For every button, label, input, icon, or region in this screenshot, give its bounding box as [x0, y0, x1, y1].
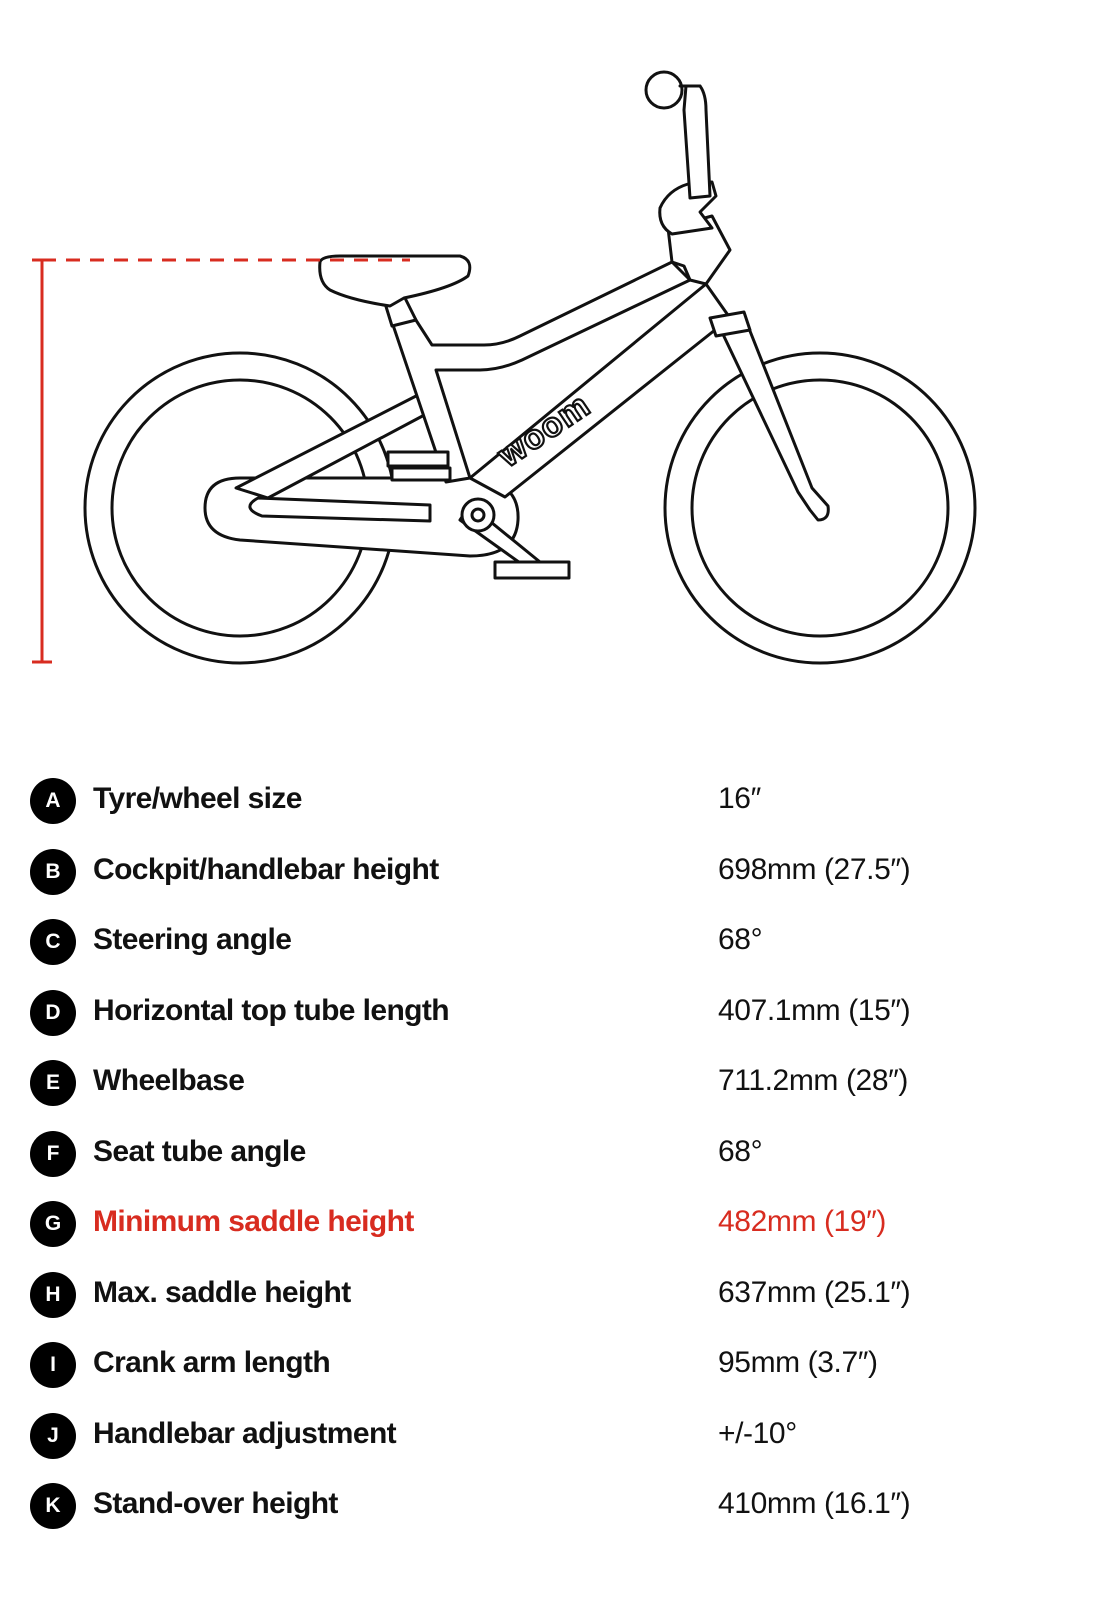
spec-value: 698mm (27.5″)	[718, 853, 911, 886]
spec-letter-badge: A	[30, 778, 76, 824]
spec-value: 68°	[718, 923, 763, 956]
spec-value: 16″	[718, 782, 761, 815]
spec-letter-badge: D	[30, 990, 76, 1036]
spec-label: Steering angle	[93, 923, 292, 956]
bike-geometry-diagram	[0, 0, 1100, 700]
spec-letter-badge: I	[30, 1342, 76, 1388]
spec-row-e	[0, 1060, 1100, 1110]
spec-row-c	[0, 919, 1100, 969]
spec-label: Stand-over height	[93, 1487, 338, 1520]
spec-label: Seat tube angle	[93, 1135, 306, 1168]
spec-label: Handlebar adjustment	[93, 1417, 397, 1450]
spec-value: 410mm (16.1″)	[718, 1487, 911, 1520]
spec-letter-badge: J	[30, 1413, 76, 1459]
bb-bar-1	[388, 452, 448, 466]
spec-label: Tyre/wheel size	[93, 782, 302, 815]
spec-row-b	[0, 849, 1100, 899]
spec-letter-badge: C	[30, 919, 76, 965]
bottom-bracket-bolt	[472, 509, 484, 521]
fork-crown	[710, 312, 750, 336]
spec-label: Max. saddle height	[93, 1276, 351, 1309]
spec-value: 482mm (19″)	[718, 1205, 886, 1238]
spec-row-j	[0, 1413, 1100, 1463]
spec-label: Horizontal top tube length	[93, 994, 450, 1027]
spec-row-f	[0, 1131, 1100, 1181]
spec-letter-badge: F	[30, 1131, 76, 1177]
bike-illustration	[0, 0, 1100, 700]
spec-row-h	[0, 1272, 1100, 1322]
spec-label: Minimum saddle height	[93, 1205, 414, 1238]
spec-value: 711.2mm (28″)	[718, 1064, 908, 1097]
pedal	[495, 562, 569, 578]
brand-logo: woom	[491, 385, 598, 475]
spec-letter-badge: B	[30, 849, 76, 895]
handlebar	[684, 86, 710, 198]
spec-value: 407.1mm (15″)	[718, 994, 911, 1027]
spec-value: 95mm (3.7″)	[718, 1346, 878, 1379]
spec-label: Wheelbase	[93, 1064, 245, 1097]
handlebar-grip	[646, 72, 682, 108]
bb-bar-2	[392, 468, 450, 480]
saddle	[320, 256, 470, 306]
spec-label: Crank arm length	[93, 1346, 331, 1379]
spec-row-i	[0, 1342, 1100, 1392]
spec-value: 68°	[718, 1135, 763, 1168]
spec-row-d	[0, 990, 1100, 1040]
spec-label: Cockpit/handlebar height	[93, 853, 439, 886]
spec-row-a	[0, 778, 1100, 828]
spec-value: +/-10°	[718, 1417, 797, 1450]
spec-row-g	[0, 1201, 1100, 1251]
spec-letter-badge: K	[30, 1483, 76, 1529]
spec-value: 637mm (25.1″)	[718, 1276, 911, 1309]
spec-letter-badge: E	[30, 1060, 76, 1106]
spec-letter-badge: G	[30, 1201, 76, 1247]
spec-row-k	[0, 1483, 1100, 1533]
spec-letter-badge: H	[30, 1272, 76, 1318]
